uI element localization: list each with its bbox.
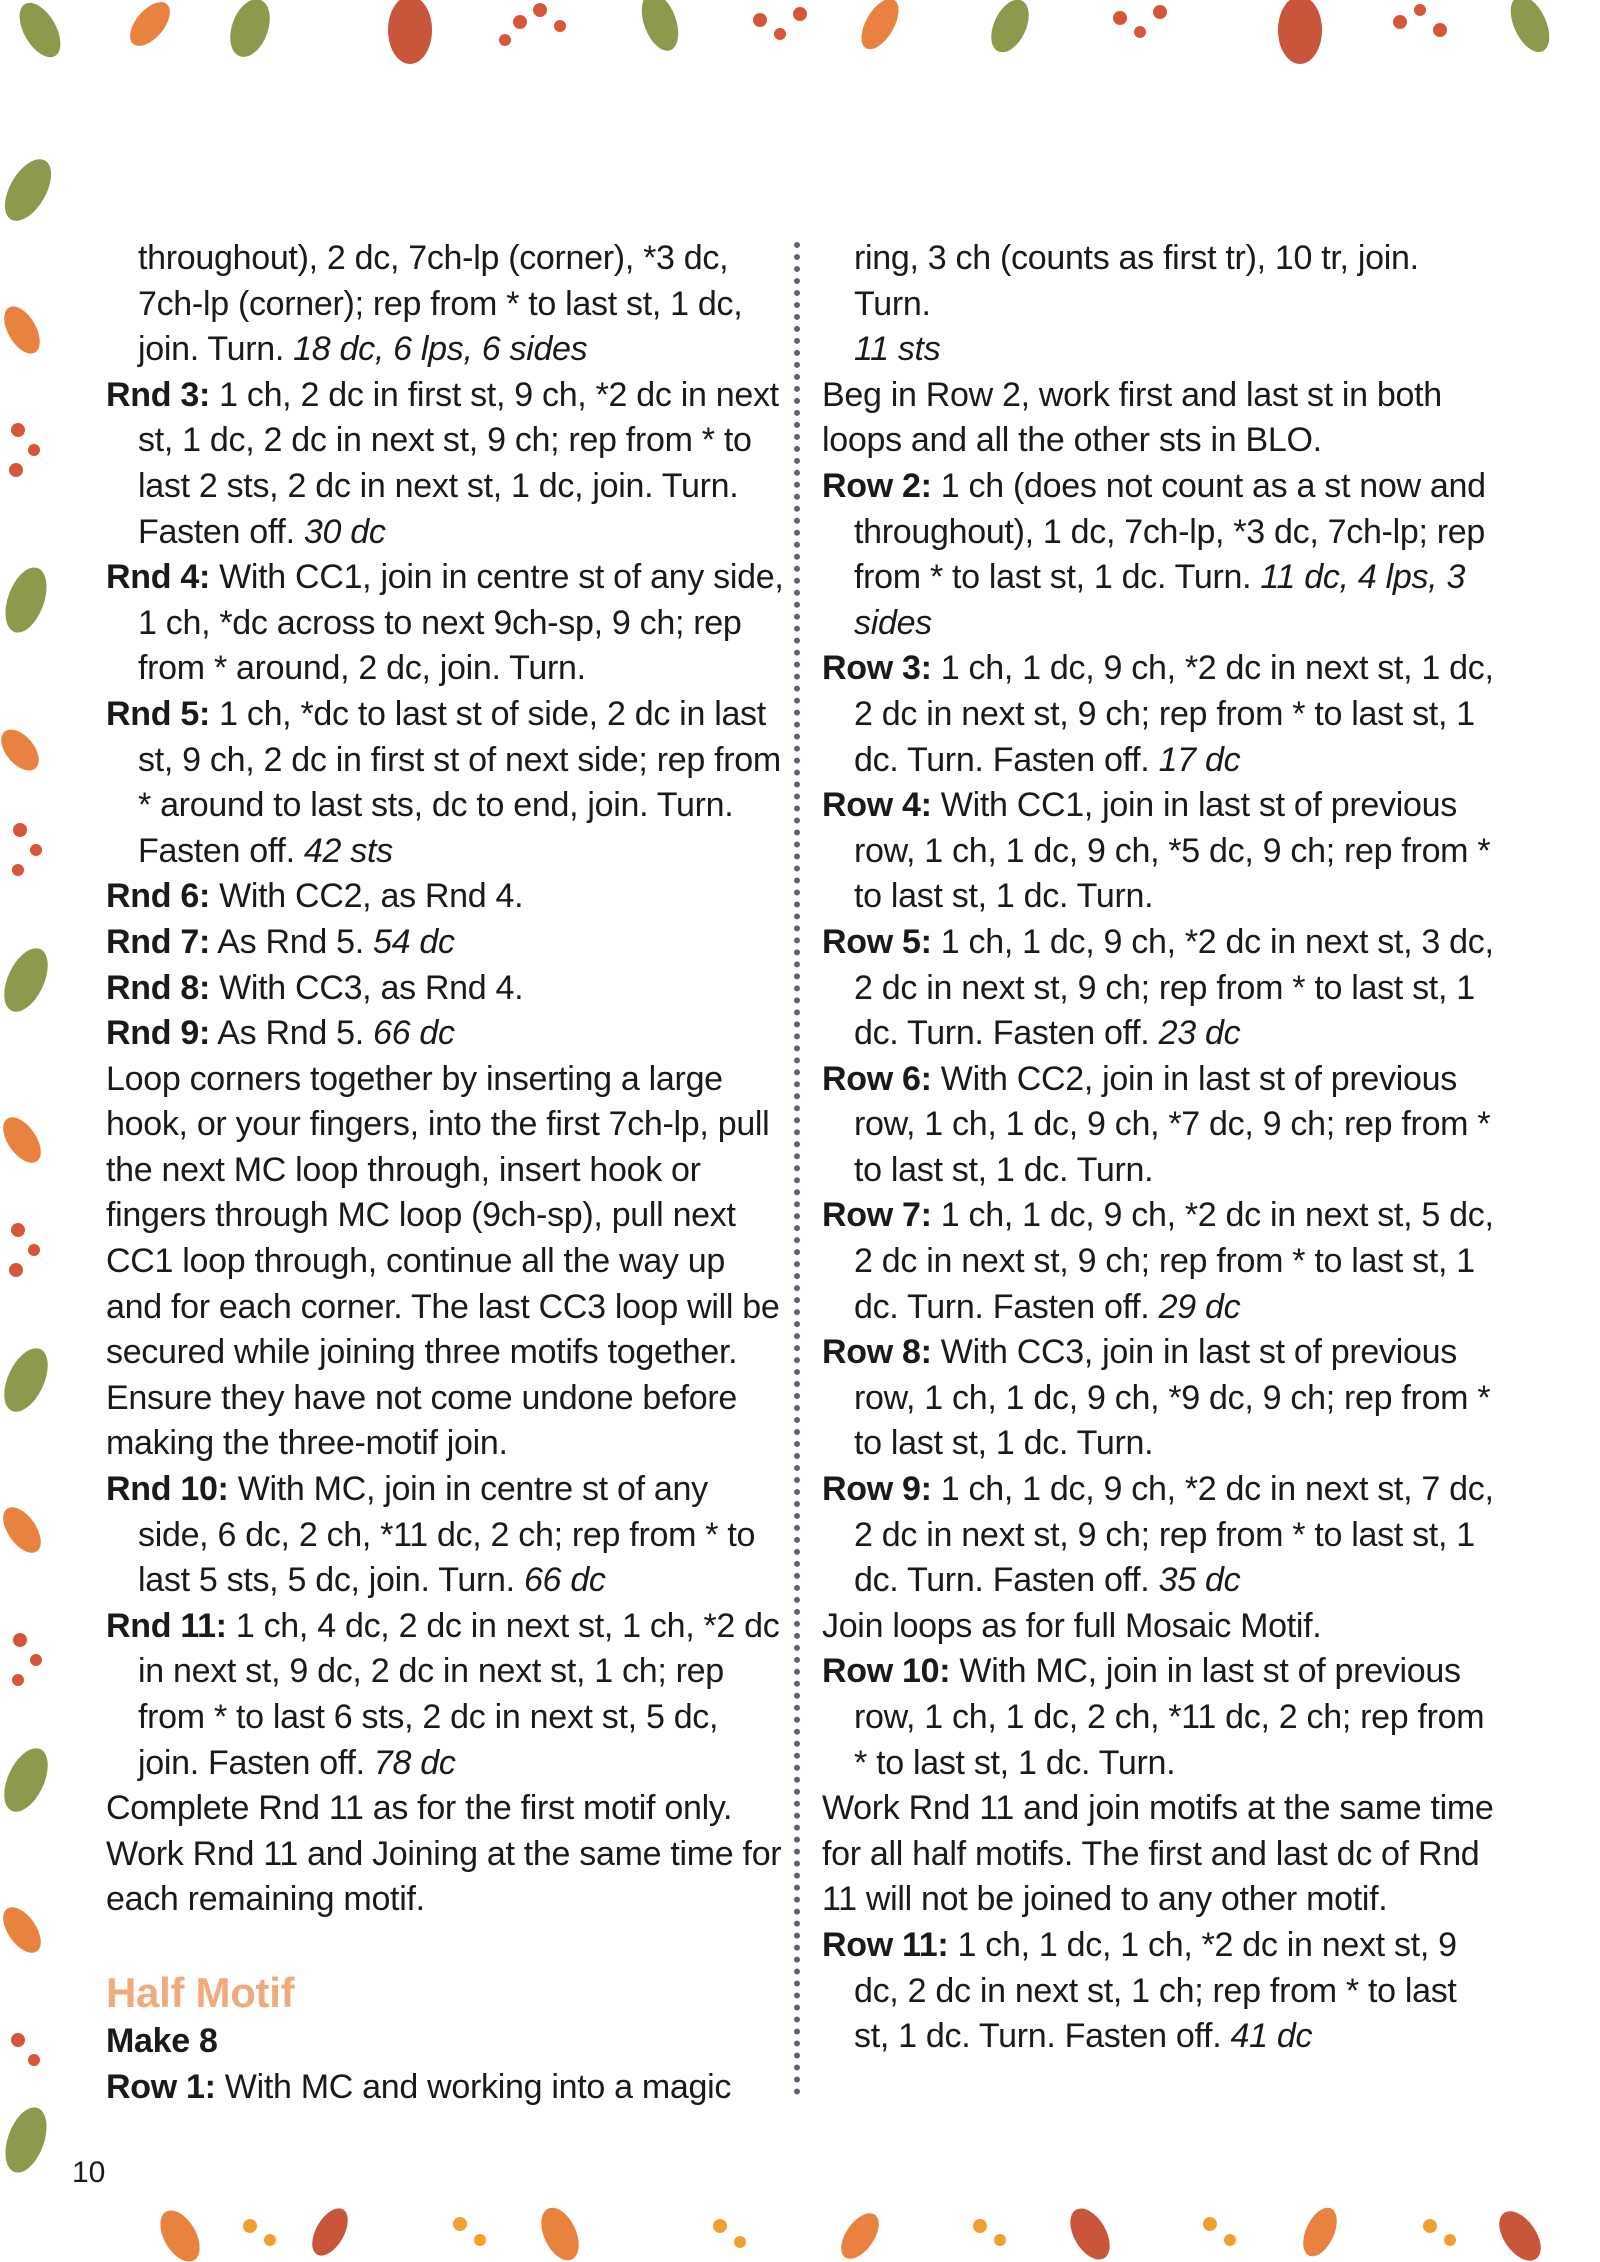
instruction-text: With MC and working into a magic	[215, 2067, 732, 2106]
column-divider	[794, 242, 800, 2096]
loop-corners-paragraph: Loop corners together by inserting a large hook, or your fingers, into the first 7ch-lp, pull the next MC loop through, insert hook or fingers through MC loop (9ch-sp), pull next CC1 loop through, continue all the way up and for each corner. The last CC3 loop will be secured while joining three motifs together. Ensure they have not come undone before making the three-motif join.	[106, 1059, 780, 1463]
instruction-text: 1 ch, 1 dc, 9 ch, *2 dc in next st, 5 dc, 2 dc in next st, 9 ch; rep from * to last st, 1 dc. Turn. Fasten off.	[854, 1196, 1494, 1326]
instruction-text: 1 ch, 2 dc in first st, 9 ch, *2 dc in next st, 1 dc, 2 dc in next st, 9 ch; rep from * to last 2 sts, 2 dc in next st, 1 dc, join. Turn. Fasten off.	[138, 375, 779, 551]
autumn-leaf-border-top	[0, 0, 1600, 66]
section-heading: Half Motif	[106, 1968, 295, 2016]
round-label: Rnd 6:	[106, 877, 210, 916]
round-label: Rnd 11:	[106, 1606, 227, 1645]
round-label: Rnd 7:	[106, 922, 210, 961]
round-8	[106, 966, 786, 1012]
stitch-count: 30 dc	[303, 512, 386, 551]
round-4	[106, 555, 786, 692]
stitch-count: 35 dc	[1158, 1561, 1241, 1600]
row-1	[106, 2065, 786, 2111]
leaf-icon	[152, 2202, 1549, 2262]
instruction-text: With MC, join in centre st of any side, 6 dc, 2 ch, *11 dc, 2 ch; rep from * to last 5 sts, 5 dc, join. Turn.	[138, 1470, 756, 1600]
right-column	[822, 236, 1498, 2060]
round-6	[106, 874, 786, 920]
instruction-text: With CC2, join in last st of previous row, 1 ch, 1 dc, 9 ch, *7 dc, 9 ch; rep from * to last st, 1 dc. Turn.	[854, 1059, 1491, 1189]
work-round-paragraph: Work Rnd 11 and join motifs at the same time for all half motifs. The first and last dc of Rnd 11 will not be joined to any other motif.	[822, 1789, 1494, 1919]
row-label: Row 4:	[822, 786, 932, 825]
row-label: Row 2:	[822, 466, 932, 505]
round-11	[106, 1604, 786, 1786]
instruction-text: 1 ch, 1 dc, 9 ch, *2 dc in next st, 7 dc, 2 dc in next st, 9 ch; rep from * to last st, 1 dc. Turn. Fasten off.	[854, 1470, 1494, 1600]
stitch-count: 23 dc	[1158, 1014, 1241, 1053]
row-label: Row 9:	[822, 1470, 932, 1509]
row-label: Row 11:	[822, 1925, 949, 1964]
instruction-text: With CC1, join in centre st of any side, 1 ch, *dc across to next 9ch-sp, 9 ch; rep from * around, 2 dc, join. Turn.	[138, 558, 784, 688]
begin-paragraph: Beg in Row 2, work first and last st in both loops and all the other sts in BLO.	[822, 375, 1442, 460]
instruction-text: 1 ch, 1 dc, 9 ch, *2 dc in next st, 1 dc, 2 dc in next st, 9 ch; rep from * to last st, 1 dc. Turn. Fasten off.	[854, 649, 1494, 779]
round-label: Rnd 9:	[106, 1014, 210, 1053]
row-4	[822, 783, 1498, 920]
round-label: Rnd 10:	[106, 1470, 229, 1509]
round-label: Rnd 3:	[106, 375, 210, 414]
row-label: Row 5:	[822, 922, 932, 961]
instruction-text: With MC, join in last st of previous row, 1 ch, 1 dc, 2 ch, *11 dc, 2 ch; rep from * to last st, 1 dc. Turn.	[854, 1652, 1485, 1782]
round-3	[106, 373, 786, 555]
instruction-text: throughout), 2 dc, 7ch-lp (corner), *3 dc, 7ch-lp (corner); rep from * to last st, 1 dc, join. Turn.	[138, 239, 743, 369]
instruction-text: With CC2, as Rnd 4.	[209, 877, 524, 916]
leaf-icon	[0, 152, 61, 2179]
continued-round-text	[106, 236, 786, 373]
round-label: Rnd 8:	[106, 968, 210, 1007]
stitch-count: 11 dc, 4 lps, 3 sides	[854, 558, 1466, 642]
row-10	[822, 1649, 1498, 1786]
instruction-text: 1 ch, 1 dc, 1 ch, *2 dc in next st, 9 dc, 2 dc in next st, 1 ch; rep from * to last st, 1 dc. Turn. Fasten off.	[854, 1925, 1457, 2056]
instruction-text: 1 ch (does not count as a st now and throughout), 1 dc, 7ch-lp, *3 dc, 7ch-lp; rep from * to last st, 1 dc. Turn.	[854, 466, 1486, 597]
row-7	[822, 1193, 1498, 1330]
make-count: Make 8	[106, 2021, 218, 2060]
round-9	[106, 1011, 786, 1057]
stitch-count: 78 dc	[373, 1743, 456, 1782]
instruction-text: As Rnd 5.	[209, 1014, 373, 1053]
round-5	[106, 692, 786, 874]
row-label: Row 10:	[822, 1652, 951, 1691]
instruction-text: With CC3, join in last st of previous row, 1 ch, 1 dc, 9 ch, *9 dc, 9 ch; rep from * to last st, 1 dc. Turn.	[854, 1333, 1491, 1463]
complete-round-paragraph: Complete Rnd 11 as for the first motif only. Work Rnd 11 and Joining at the same time for each remaining motif.	[106, 1789, 782, 1919]
instruction-text: As Rnd 5.	[209, 922, 373, 961]
stitch-count: 18 dc, 6 lps, 6 sides	[293, 330, 588, 369]
round-10	[106, 1467, 786, 1604]
left-column	[106, 236, 786, 2110]
stitch-count: 11 sts	[854, 330, 941, 369]
row-label: Row 1:	[106, 2067, 216, 2106]
row-9	[822, 1467, 1498, 1604]
page-number: 10	[72, 2156, 106, 2189]
row-2	[822, 464, 1498, 646]
stitch-count: 17 dc	[1158, 740, 1241, 779]
autumn-leaf-border-bottom	[0, 2196, 1600, 2262]
stitch-count: 54 dc	[372, 922, 455, 961]
instruction-text: 1 ch, *dc to last st of side, 2 dc in last st, 9 ch, 2 dc in first st of next side; rep from * around to last sts, dc to end, join. Turn. Fasten off.	[138, 694, 781, 870]
instruction-text: With CC3, as Rnd 4.	[209, 968, 524, 1007]
continued-row-text	[822, 236, 1498, 373]
round-label: Rnd 5:	[106, 694, 210, 733]
row-8	[822, 1330, 1498, 1467]
row-label: Row 6:	[822, 1059, 932, 1098]
row-label: Row 8:	[822, 1333, 932, 1372]
instruction-text: 1 ch, 1 dc, 9 ch, *2 dc in next st, 3 dc, 2 dc in next st, 9 ch; rep from * to last st, 1 dc. Turn. Fasten off.	[854, 922, 1494, 1053]
row-5	[822, 920, 1498, 1057]
instruction-text: With CC1, join in last st of previous row, 1 ch, 1 dc, 9 ch, *5 dc, 9 ch; rep from * to last st, 1 dc. Turn.	[854, 786, 1491, 916]
round-7	[106, 920, 786, 966]
instruction-text: 1 ch, 4 dc, 2 dc in next st, 1 ch, *2 dc in next st, 9 dc, 2 dc in next st, 1 ch; rep from * to last 6 sts, 2 dc in next st, 5 dc, join. Fasten off.	[138, 1606, 780, 1782]
round-label: Rnd 4:	[106, 558, 210, 597]
row-11	[822, 1923, 1498, 2060]
stitch-count: 29 dc	[1158, 1287, 1241, 1326]
stitch-count: 42 sts	[303, 831, 393, 870]
join-loops-paragraph: Join loops as for full Mosaic Motif.	[822, 1606, 1322, 1645]
row-label: Row 3:	[822, 649, 932, 688]
row-3	[822, 646, 1498, 783]
autumn-leaf-border-left	[0, 0, 66, 2262]
stitch-count: 41 dc	[1230, 2017, 1313, 2056]
berry-branch-icon	[9, 423, 42, 2066]
instruction-text: ring, 3 ch (counts as first tr), 10 tr, join. Turn.	[854, 239, 1419, 323]
row-6	[822, 1057, 1498, 1194]
stitch-count: 66 dc	[372, 1014, 455, 1053]
row-label: Row 7:	[822, 1196, 932, 1235]
stitch-count: 66 dc	[523, 1561, 606, 1600]
